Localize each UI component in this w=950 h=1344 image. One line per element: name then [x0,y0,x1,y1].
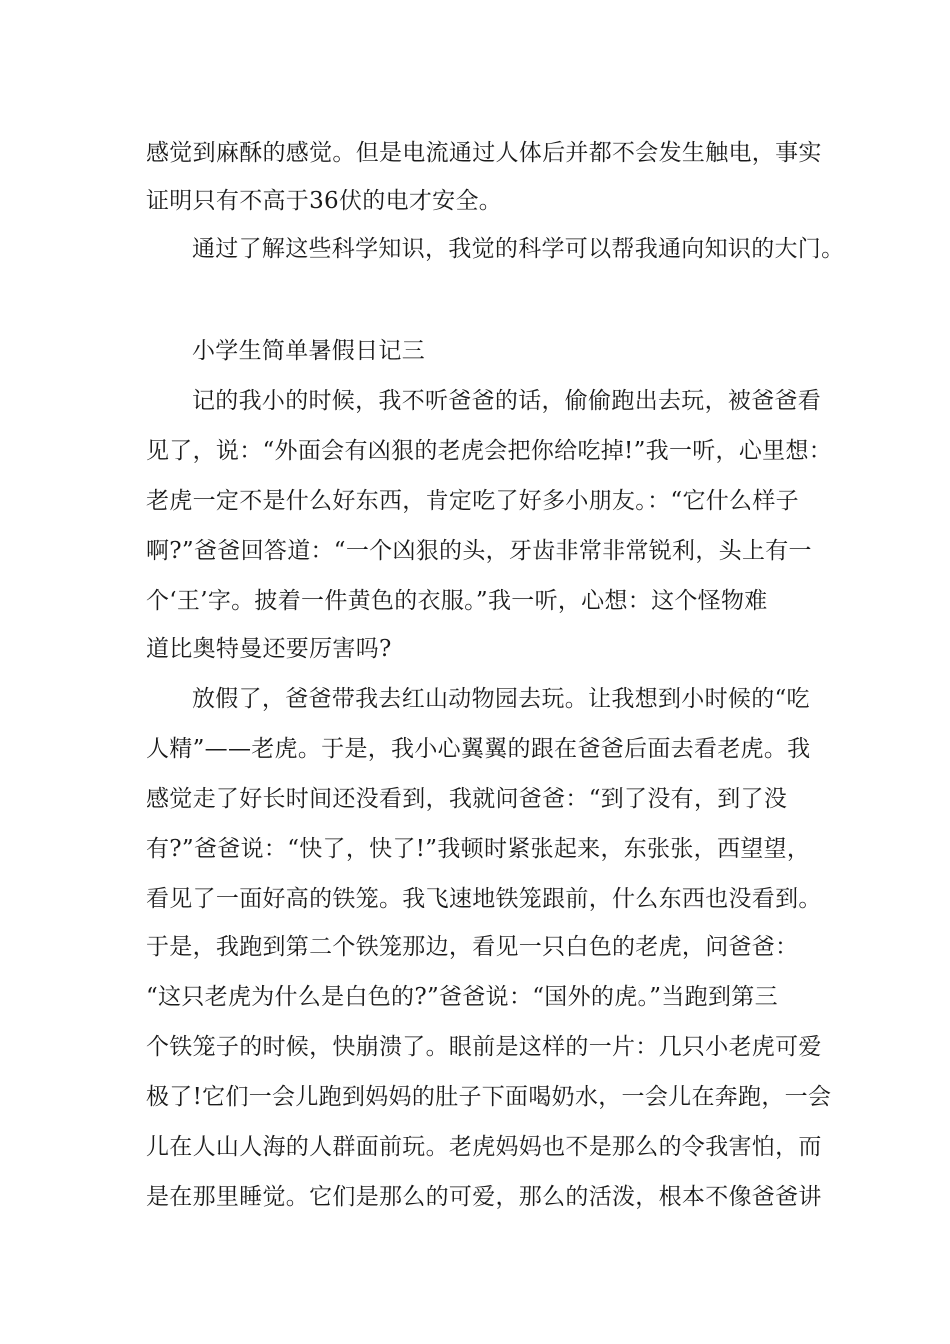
text-line: 有?”爸爸说：“快了，快了!”我顿时紧张起来，东张张，西望望， [146,836,811,862]
text-line: 于是，我跑到第二个铁笼那边，看见一只白色的老虎，问爸爸： [146,934,799,960]
text-line: 个‘王’字。披着一件黄色的衣服。”我一听，心想：这个怪物难 [146,588,768,614]
text-line: 记的我小的时候，我不听爸爸的话，偷偷跑出去玩，被爸爸看 [192,388,822,414]
paragraph-line: 通过了解这些科学知识，我觉的科学可以帮我通向知识的大门。 [192,236,845,262]
text-line: “这只老虎为什么是白色的?”爸爸说：“国外的虎。”当跑到第三 [146,984,778,1010]
text-line: 老虎一定不是什么好东西，肯定吃了好多小朋友。：“它什么样子 [146,488,799,514]
text-line: 人精”——老虎。于是，我小心翼翼的跟在爸爸后面去看老虎。我 [146,736,811,762]
text-line: 道比奥特曼还要厉害吗? [146,636,392,662]
text-line: 放假了，爸爸带我去红山动物园去玩。让我想到小时候的“吃 [192,686,810,712]
text-line: 儿在人山人海的人群面前玩。老虎妈妈也不是那么的令我害怕，而 [146,1134,822,1160]
text-line: 证明只有不高于36伏的电才安全。 [146,188,503,214]
text-line: 感觉走了好长时间还没看到，我就问爸爸：“到了没有，到了没 [146,786,788,812]
text-line: 看见了一面好高的铁笼。我飞速地铁笼跟前，什么东西也没看到。 [146,886,822,912]
text-line: 见了，说：“外面会有凶狠的老虎会把你给吃掉!”我一听，心里想： [146,438,833,464]
text-line: 是在那里睡觉。它们是那么的可爱，那么的活泼，根本不像爸爸讲 [146,1184,822,1210]
text-line: 啊?”爸爸回答道：“一个凶狠的头，牙齿非常非常锐利，头上有一 [146,538,812,564]
text-line: 个铁笼子的时候，快崩溃了。眼前是这样的一片：几只小老虎可爱 [146,1034,822,1060]
text-line: 感觉到麻酥的感觉。但是电流通过人体后并都不会发生触电，事实 [146,140,822,166]
text-line: 极了!它们一会儿跑到妈妈的肚子下面喝奶水，一会儿在奔跑，一会 [146,1084,832,1110]
section-title: 小学生简单暑假日记三 [192,338,425,364]
